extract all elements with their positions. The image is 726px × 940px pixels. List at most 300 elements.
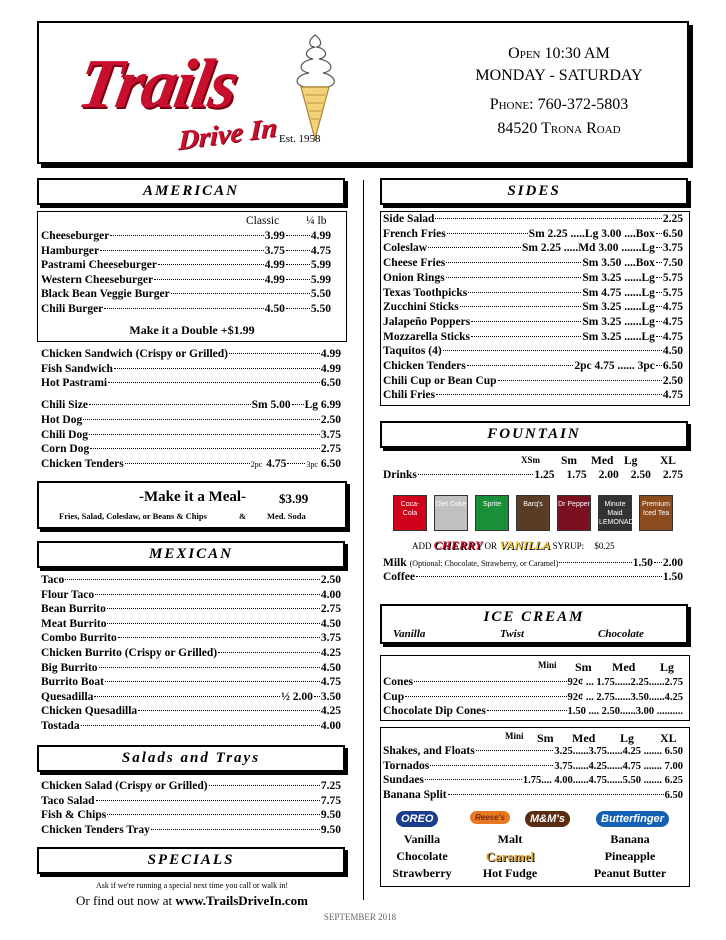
item-name: Texas Toothpicks bbox=[383, 286, 468, 299]
dot-leader bbox=[656, 336, 662, 337]
item-name: Taquitos (4) bbox=[383, 345, 442, 358]
fountain-size: Lg bbox=[624, 455, 638, 467]
dot-leader bbox=[436, 394, 662, 395]
dot-leader bbox=[656, 277, 662, 278]
item-price: 4.25 bbox=[320, 705, 341, 718]
soda-brand-logo: Sprite bbox=[475, 495, 509, 531]
fountain-size: XL bbox=[660, 455, 676, 467]
footer-date: SEPTEMBER 2018 bbox=[323, 912, 397, 922]
dot-leader bbox=[656, 247, 662, 248]
mexican-row bbox=[41, 632, 341, 644]
mexican-header: MEXICAN bbox=[37, 541, 345, 568]
soda-brand-logo: Coca-Cola bbox=[393, 495, 427, 531]
topping-brand-logo: Reese's bbox=[470, 811, 510, 824]
mexican-row bbox=[41, 618, 341, 630]
col-quarter-lb: ¼ lb bbox=[306, 215, 327, 227]
mexican-row bbox=[41, 603, 341, 615]
dot-leader bbox=[104, 308, 263, 309]
icecream-size: Lg bbox=[660, 660, 675, 674]
item-sizes: 2pc 4.75 ...... 3pc bbox=[574, 360, 655, 372]
dog-row bbox=[41, 443, 341, 455]
item-sizes: Sm 4.75 ......Lg bbox=[582, 286, 655, 299]
dot-leader bbox=[105, 681, 320, 682]
dot-leader bbox=[435, 218, 661, 219]
fountain-price: 2.00 bbox=[598, 469, 619, 481]
item-prices: 1.50 .... 2.50......3.00 .......... bbox=[567, 706, 683, 717]
tenders-row bbox=[41, 458, 341, 470]
dot-leader bbox=[229, 353, 320, 354]
dot-leader bbox=[96, 800, 320, 801]
item-sizes: Sm 2.25 .....Lg 3.00 ....Box bbox=[528, 227, 655, 240]
dot-leader bbox=[286, 250, 310, 251]
shake-size: Med bbox=[572, 731, 596, 745]
item-price: 9.50 bbox=[320, 823, 341, 836]
salads-header: Salads and Trays bbox=[37, 745, 345, 772]
dot-leader bbox=[471, 336, 581, 337]
dot-leader bbox=[471, 321, 581, 322]
dot-leader bbox=[314, 696, 320, 697]
topping-flavor: Banana bbox=[610, 832, 650, 846]
sm-price: Sm 5.00 bbox=[251, 399, 291, 411]
item-price: 4.75 bbox=[662, 330, 683, 343]
dot-leader bbox=[99, 667, 320, 668]
dot-leader bbox=[656, 262, 662, 263]
item-prices: 92¢ ... 1.75......2.25......2.75 bbox=[567, 677, 683, 688]
dot-leader bbox=[286, 279, 310, 280]
item-sizes: Sm 3.50 ....Box bbox=[582, 257, 655, 270]
coffee-label: Coffee bbox=[383, 571, 415, 583]
dot-leader bbox=[405, 696, 566, 697]
item-price: 4.75 bbox=[320, 676, 341, 689]
item-price: 6.50 bbox=[662, 227, 683, 240]
item-price: 7.25 bbox=[320, 780, 341, 792]
dot-leader bbox=[292, 404, 304, 405]
item-price: 4.00 bbox=[320, 588, 341, 601]
item-name: Banana Split bbox=[383, 788, 447, 801]
dot-leader bbox=[89, 404, 251, 405]
american-row bbox=[41, 377, 341, 389]
item-name: Chili Burger bbox=[41, 302, 104, 315]
milk-label: Milk bbox=[383, 557, 407, 569]
item-name: Side Salad bbox=[383, 213, 435, 225]
item-price: 4.50 bbox=[320, 661, 341, 674]
drinks-row bbox=[383, 469, 683, 481]
milk-price-a: 1.50 bbox=[632, 557, 653, 569]
sides-header: SIDES bbox=[380, 178, 688, 205]
mexican-row bbox=[41, 691, 341, 703]
side-row bbox=[383, 272, 683, 284]
classic-price: 4.99 bbox=[264, 273, 285, 286]
side-row bbox=[383, 301, 683, 313]
item-price: 2.75 bbox=[320, 443, 341, 455]
shake-size: Mini bbox=[505, 731, 524, 741]
item-name: Meat Burrito bbox=[41, 617, 107, 630]
item-price: 3.50 bbox=[320, 690, 341, 703]
dog-row bbox=[41, 429, 341, 441]
dot-leader bbox=[468, 292, 581, 293]
item-price: 4.99 bbox=[320, 348, 341, 360]
item-name: Corn Dog bbox=[41, 443, 90, 455]
american-header: AMERICAN bbox=[37, 178, 345, 205]
item-name: Chocolate Dip Cones bbox=[383, 705, 486, 717]
icecream-row bbox=[383, 691, 683, 703]
item-name: Hot Pastrami bbox=[41, 377, 108, 389]
quarter-price: 4.75 bbox=[310, 244, 331, 257]
side-row bbox=[383, 287, 683, 299]
item-price: 4.75 bbox=[662, 315, 683, 328]
lg-price: Lg 6.99 bbox=[304, 399, 341, 411]
dot-leader bbox=[90, 448, 320, 449]
specials-online bbox=[37, 893, 347, 909]
price-3pc: 6.50 bbox=[320, 458, 341, 470]
milk-options: (Optional: Chocolate, Strawberry, or Caramel) bbox=[409, 559, 559, 568]
logo-text: Trails bbox=[72, 46, 243, 123]
item-prices: 3.75......4.25......4.75 ....... 7.00 bbox=[554, 760, 683, 772]
item-name: Tostada bbox=[41, 720, 80, 732]
item-price: 4.75 bbox=[662, 301, 683, 314]
specials-online-text: Or find out now at bbox=[76, 893, 173, 908]
fountain-size: Med bbox=[591, 455, 614, 467]
item-price: 4.00 bbox=[320, 720, 341, 732]
dot-leader bbox=[209, 785, 320, 786]
dot-leader bbox=[656, 233, 662, 234]
syrup-line bbox=[412, 538, 615, 553]
topping-flavor: Pineapple bbox=[604, 849, 656, 863]
shake-size: XL bbox=[660, 731, 677, 745]
phone: Phone: 760-372-5803 bbox=[489, 96, 629, 113]
item-name: Jalapeño Poppers bbox=[383, 315, 471, 328]
item-price: 2.50 bbox=[320, 574, 341, 586]
topping-flavor: Malt bbox=[497, 832, 523, 846]
item-name: Chicken Salad (Crispy or Grilled) bbox=[41, 780, 208, 792]
syrup-cherry: CHERRY bbox=[433, 538, 483, 552]
address: 84520 Trona Road bbox=[497, 120, 621, 137]
chili-size-row bbox=[41, 399, 341, 411]
topping-brand-logo: Butterfinger bbox=[596, 811, 669, 827]
item-prices: 6.50 bbox=[664, 789, 683, 801]
item-price: 4.50 bbox=[320, 617, 341, 630]
topping-flavor: Strawberry bbox=[392, 866, 452, 880]
soda-brand-logo: Minute Maid LEMONADE bbox=[598, 495, 632, 531]
fountain-price: 2.50 bbox=[630, 469, 651, 481]
item-price: 2.75 bbox=[320, 603, 341, 616]
item-name: Combo Burrito bbox=[41, 632, 117, 645]
item-name: Shakes, and Floats bbox=[383, 745, 475, 757]
dot-leader bbox=[447, 233, 528, 234]
item-name: Bean Burrito bbox=[41, 603, 106, 616]
side-row bbox=[383, 228, 683, 240]
classic-price: 4.99 bbox=[264, 259, 285, 271]
item-price: 2.50 bbox=[662, 374, 683, 387]
item-sizes: Sm 3.25 ......Lg bbox=[582, 315, 655, 328]
item-price: 2.50 bbox=[320, 414, 341, 426]
shake-row bbox=[383, 760, 683, 772]
side-row bbox=[383, 360, 683, 372]
fountain-price: 2.75 bbox=[662, 469, 683, 481]
dot-leader bbox=[476, 750, 554, 751]
dot-leader bbox=[81, 725, 320, 726]
ice-cream-cone-icon bbox=[287, 31, 343, 141]
salad-row bbox=[41, 824, 341, 836]
item-prices: 1.75.... 4.00......4.75......5.50 ....... 6.25 bbox=[522, 775, 683, 786]
topping-flavor: Caramel bbox=[485, 849, 535, 864]
item-name: Cones bbox=[383, 676, 414, 688]
item-prices: 3.25......3.75......4.25 ....... 6.50 bbox=[554, 746, 683, 757]
dot-leader bbox=[656, 292, 662, 293]
dot-leader bbox=[151, 829, 320, 830]
dot-leader bbox=[467, 365, 574, 366]
item-name: Tornados bbox=[383, 759, 430, 772]
burger-row bbox=[41, 274, 331, 286]
dot-leader bbox=[110, 235, 263, 236]
topping-flavor: Peanut Butter bbox=[593, 866, 667, 880]
meal-title: -Make it a Meal- bbox=[139, 489, 247, 505]
item-name: Chili Dog bbox=[41, 428, 88, 441]
shake-size: Sm bbox=[537, 731, 554, 745]
dot-leader bbox=[107, 608, 320, 609]
icecream-size: Med bbox=[612, 660, 636, 674]
dot-leader bbox=[414, 681, 566, 682]
dot-leader bbox=[65, 579, 320, 580]
fountain-header: FOUNTAIN bbox=[380, 421, 688, 448]
syrup-add: ADD bbox=[412, 541, 432, 551]
item-name: Big Burrito bbox=[41, 661, 98, 674]
meal-soda: Med. Soda bbox=[267, 511, 306, 521]
dot-leader bbox=[425, 779, 522, 780]
icecream-row bbox=[383, 705, 683, 717]
dot-leader bbox=[100, 250, 264, 251]
milk-price-b: 2.00 bbox=[662, 557, 683, 569]
item-name: Chicken Sandwich (Crispy or Grilled) bbox=[41, 348, 228, 360]
mexican-row bbox=[41, 662, 341, 674]
icecream-title: ICE CREAM bbox=[483, 609, 585, 625]
item-name: Flour Taco bbox=[41, 588, 95, 601]
side-row bbox=[383, 316, 683, 328]
item-name: French Fries bbox=[383, 227, 446, 240]
milk-row bbox=[383, 557, 683, 569]
logo-subtext: Drive In bbox=[177, 112, 278, 157]
item-sizes: Sm 3.25 ......Lg bbox=[582, 301, 655, 314]
item-price: 4.75 bbox=[662, 389, 683, 402]
quarter-price: 5.99 bbox=[310, 273, 331, 286]
topping-flavor: Chocolate bbox=[396, 849, 448, 863]
burger-row bbox=[41, 303, 331, 315]
quarter-price: 5.50 bbox=[310, 288, 331, 300]
item-price: 6.50 bbox=[662, 360, 683, 372]
dot-leader bbox=[108, 382, 320, 383]
item-name: Chili Size bbox=[41, 399, 88, 411]
icecream-size: Sm bbox=[575, 660, 592, 674]
side-row bbox=[383, 242, 683, 254]
item-name: Cheese Fries bbox=[383, 257, 446, 270]
mexican-row bbox=[41, 705, 341, 717]
website-link[interactable]: www.TrailsDriveIn.com bbox=[175, 893, 308, 908]
item-name: Chicken Tenders bbox=[41, 458, 124, 470]
dot-leader bbox=[89, 434, 320, 435]
topping-brand-logo: M&M's bbox=[525, 811, 570, 827]
item-price: 3.75 bbox=[662, 242, 683, 255]
item-name: Western Cheeseburger bbox=[41, 273, 154, 286]
item-name: Burrito Boat bbox=[41, 676, 104, 689]
syrup-price: $0.25 bbox=[594, 541, 615, 551]
burger-row bbox=[41, 245, 331, 257]
item-name: Zucchini Sticks bbox=[383, 301, 459, 314]
item-name: Fish & Chips bbox=[41, 809, 107, 821]
item-price: 2.25 bbox=[662, 213, 683, 225]
item-price: 9.50 bbox=[320, 809, 341, 821]
shake-row bbox=[383, 789, 683, 801]
fountain-price: 1.75 bbox=[566, 469, 587, 481]
side-row bbox=[383, 345, 683, 357]
item-name: Black Bean Veggie Burger bbox=[41, 288, 170, 300]
item-sizes: ½ 2.00 bbox=[281, 690, 313, 703]
dot-leader bbox=[498, 380, 662, 381]
item-name: Cup bbox=[383, 690, 405, 703]
dot-leader bbox=[286, 308, 310, 309]
item-name: Chicken Burrito (Crispy or Grilled) bbox=[41, 647, 218, 659]
item-name: Cheeseburger bbox=[41, 230, 110, 242]
salad-row bbox=[41, 809, 341, 821]
item-name: Taco Salad bbox=[41, 794, 95, 807]
mexican-row bbox=[41, 589, 341, 601]
icecream-size: Mini bbox=[538, 660, 557, 670]
fountain-price: 1.25 bbox=[534, 469, 555, 481]
dot-leader bbox=[460, 306, 582, 307]
pc-label: 3pc bbox=[306, 460, 318, 469]
drinks-label: Drinks bbox=[383, 469, 417, 481]
dot-leader bbox=[446, 262, 581, 263]
topping-brand-logo: OREO bbox=[396, 811, 438, 827]
burger-row bbox=[41, 288, 331, 300]
side-row bbox=[383, 257, 683, 269]
item-price: 6.50 bbox=[320, 377, 341, 389]
side-row bbox=[383, 375, 683, 387]
shake-row bbox=[383, 745, 683, 757]
item-sizes: Sm 2.25 .....Md 3.00 .......Lg bbox=[521, 242, 655, 255]
syrup-vanilla: VANILLA bbox=[499, 538, 551, 552]
dot-leader bbox=[95, 594, 320, 595]
meal-box bbox=[37, 481, 347, 529]
item-name: Chicken Tenders Tray bbox=[41, 823, 150, 836]
item-sizes: Sm 3.25 ......Lg bbox=[582, 271, 655, 284]
item-name: Mozzarella Sticks bbox=[383, 330, 470, 343]
syrup-label: SYRUP: bbox=[552, 541, 585, 551]
mexican-row bbox=[41, 676, 341, 688]
dot-leader bbox=[443, 350, 662, 351]
item-name: Chicken Tenders bbox=[383, 360, 466, 372]
item-prices: 92¢ ... 2.75......3.50......4.25 bbox=[567, 691, 683, 703]
item-price: 3.75 bbox=[320, 428, 341, 441]
salad-row bbox=[41, 780, 341, 792]
syrup-or: OR bbox=[484, 541, 497, 551]
dot-leader bbox=[94, 696, 280, 697]
item-name: Taco bbox=[41, 574, 65, 586]
classic-price: 3.75 bbox=[264, 244, 285, 257]
item-price: 7.50 bbox=[662, 257, 683, 270]
price-2pc: 4.75 bbox=[266, 458, 287, 470]
item-name: Coleslaw bbox=[383, 242, 428, 255]
icecream-flavor: Vanilla bbox=[393, 628, 426, 640]
dot-leader bbox=[656, 321, 662, 322]
classic-price: 4.50 bbox=[264, 302, 285, 315]
item-name: Quesadilla bbox=[41, 690, 94, 703]
item-price: 4.50 bbox=[662, 345, 683, 358]
meal-amp: & bbox=[239, 511, 247, 521]
dot-leader bbox=[107, 814, 320, 815]
salad-row bbox=[41, 795, 341, 807]
item-price: 3.75 bbox=[320, 632, 341, 645]
item-name: Hot Dog bbox=[41, 414, 83, 426]
mexican-row bbox=[41, 647, 341, 659]
dot-leader bbox=[118, 637, 320, 638]
dot-leader bbox=[138, 710, 320, 711]
meal-price: $3.99 bbox=[279, 491, 309, 506]
dot-leader bbox=[430, 765, 553, 766]
item-name: Fish Sandwich bbox=[41, 362, 113, 375]
item-price: 7.75 bbox=[320, 794, 341, 807]
american-row bbox=[41, 348, 341, 360]
established-year: Est. 1958 bbox=[279, 133, 321, 145]
specials-ask: Ask if we're running a special next time you call or walk in! bbox=[95, 881, 289, 890]
icecream-row bbox=[383, 676, 683, 688]
dot-leader bbox=[656, 365, 662, 366]
header-box bbox=[37, 21, 689, 164]
dot-leader bbox=[656, 306, 662, 307]
fountain-size: XSm bbox=[521, 455, 541, 465]
fountain-size: Sm bbox=[561, 455, 577, 467]
dog-row bbox=[41, 414, 341, 426]
item-sizes: Sm 3.25 ......Lg bbox=[582, 330, 655, 343]
soda-brand-logo: Barq's bbox=[516, 495, 550, 531]
shake-row bbox=[383, 774, 683, 786]
item-name: Chili Fries bbox=[383, 389, 436, 402]
topping-flavor: Hot Fudge bbox=[482, 866, 538, 880]
mexican-row bbox=[41, 574, 341, 586]
side-row bbox=[383, 389, 683, 401]
item-name: Hamburger bbox=[41, 244, 100, 257]
burger-row bbox=[41, 230, 331, 242]
topping-flavor: Vanilla bbox=[403, 832, 441, 846]
item-price: 5.75 bbox=[662, 271, 683, 284]
specials-header: SPECIALS bbox=[37, 847, 345, 874]
dot-leader bbox=[218, 652, 320, 653]
quarter-price: 4.99 bbox=[310, 230, 331, 242]
mexican-row bbox=[41, 720, 341, 732]
soda-brand-logo: Diet Coke bbox=[434, 495, 468, 531]
american-row bbox=[41, 363, 341, 375]
item-name: Onion Rings bbox=[383, 271, 445, 284]
soda-brand-logo: Dr Pepper bbox=[557, 495, 591, 531]
soda-brand-logo: Premium Iced Tea bbox=[639, 495, 673, 531]
dot-leader bbox=[286, 235, 310, 236]
dot-leader bbox=[154, 279, 264, 280]
item-name: Sundaes bbox=[383, 774, 424, 786]
open-days: MONDAY - SATURDAY bbox=[475, 67, 643, 84]
burger-row bbox=[41, 259, 331, 271]
column-divider bbox=[363, 180, 364, 900]
item-name: Chicken Quesadilla bbox=[41, 705, 138, 718]
dot-leader bbox=[125, 463, 250, 464]
dot-leader bbox=[83, 419, 320, 420]
quarter-price: 5.99 bbox=[310, 259, 331, 271]
side-row bbox=[383, 213, 683, 225]
classic-price: 3.99 bbox=[264, 230, 285, 242]
dot-leader bbox=[287, 463, 305, 464]
item-price: 4.25 bbox=[320, 647, 341, 659]
dot-leader bbox=[446, 277, 582, 278]
item-name: Pastrami Cheeseburger bbox=[41, 259, 157, 271]
item-name: Chili Cup or Bean Cup bbox=[383, 374, 497, 387]
